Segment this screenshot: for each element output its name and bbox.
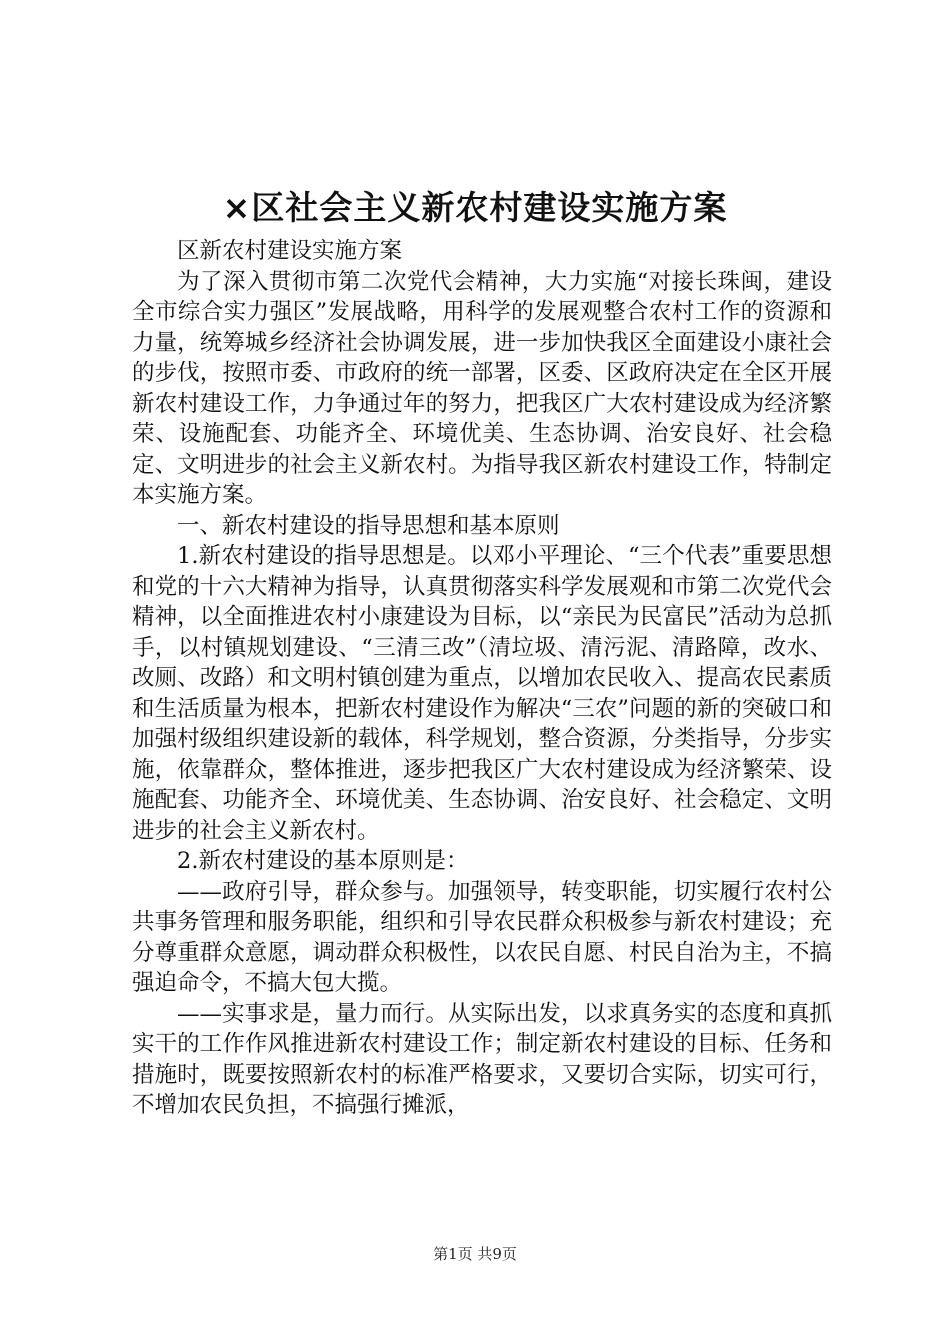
page-footer: 第1页 共9页 [433,1245,517,1263]
guiding-ideology-paragraph: 1.新农村建设的指导思想是。以邓小平理论、“三个代表”重要思想和党的十六大精神为指导，认真贯彻落实科学发展观和市第二次党代会精神，以全面推进农村小康建设为目标，以“亲民为民富民”活动为总抓手，以村镇规划建设、“三清三改”（清垃圾、清污泥、清路障，改水、改厕、改路）和文明村镇创建为重点，以增加农民收入、提高农民素质和生活质量为根本，把新农村建设作为解决“三农”问题的新的突破口和加强村级组织建设新的载体，科学规划，整合资源，分类指导，分步实施，依靠群众，整体推进，逐步把我区广大农村建设成为经济繁荣、设施配套、功能齐全、环境优美、生态协调、治安良好、社会稳定、文明进步的社会主义新农村。 [132,543,832,844]
subtitle-paragraph: 区新农村建设实施方案 [177,238,403,264]
document-body [132,236,832,1121]
principles-heading: 2.新农村建设的基本原则是： [177,848,469,874]
intro-paragraph: 为了深入贯彻市第二次党代会精神，大力实施“对接长珠闽，建设全市综合实力强区”发展战略，用科学的发展观整合农村工作的资源和力量，统筹城乡经济社会协调发展，进一步加快我区全面建设小康社会的步伐，按照市委、市政府的统一部署，区委、区政府决定在全区开展新农村建设工作，力争通过年的努力，把我区广大农村建设成为经济繁荣、设施配套、功能齐全、环境优美、生态协调、治安良好、社会稳定、文明进步的社会主义新农村。为指导我区新农村建设工作，特制定本实施方案。 [132,268,832,508]
section-heading: 一、新农村建设的指导思想和基本原则 [177,512,560,539]
principle-paragraph: ——政府引导，群众参与。加强领导，转变职能，切实履行农村公共事务管理和服务职能，组织和引导农民群众积极参与新农村建设；充分尊重群众意愿，调动群众积极性，以农民自愿、村民自治为主，不搞强迫命令，不搞大包大揽。 [132,878,832,996]
principle-paragraph: ——实事求是，量力而行。从实际出发，以求真务实的态度和真抓实干的工作作风推进新农村建设工作；制定新农村建设的目标、任务和措施时，既要按照新农村的标准严格要求，又要切合实际，切实可行，不增加农民负担，不搞强行摊派， [132,1000,832,1118]
document-title: ×区社会主义新农村建设实施方案 [222,188,728,227]
